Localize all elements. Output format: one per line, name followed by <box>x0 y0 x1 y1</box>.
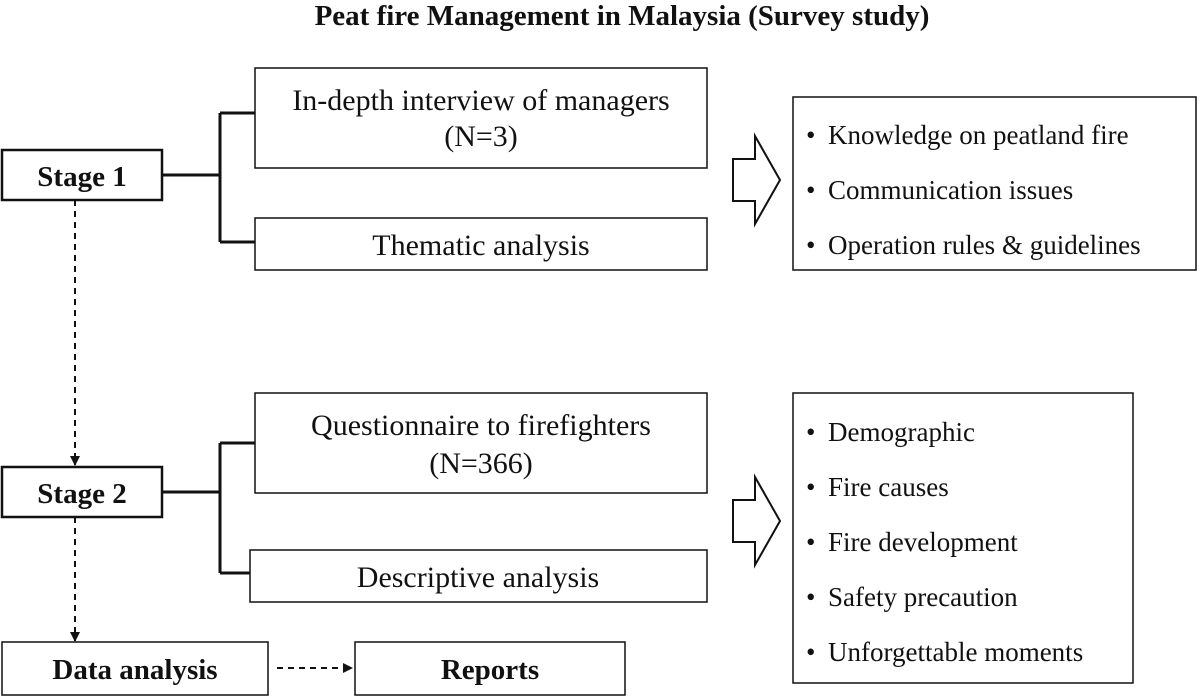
stage-2-analysis-label: Descriptive analysis <box>356 561 600 594</box>
stage-2-outcome-item: Unforgettable moments <box>828 637 1084 667</box>
reports-label: Reports <box>440 654 540 686</box>
stage-2-outcome-arrow <box>733 477 780 565</box>
stage-2-outcome-item: Fire causes <box>828 472 949 502</box>
bullet: • <box>806 472 816 502</box>
stage-2-outcome-item: Fire development <box>828 527 1018 557</box>
stage-2-method-line1: Questionnaire to firefighters <box>311 409 651 442</box>
bullet: • <box>806 527 816 557</box>
bullet: • <box>806 175 816 205</box>
stage-1-method-line2: (N=3) <box>444 120 518 153</box>
stage-1-label: Stage 1 <box>37 161 127 193</box>
stage-1-outcome-item: Communication issues <box>828 175 1074 205</box>
bullet: • <box>806 230 816 260</box>
stage-1-outcome-item: Operation rules & guidelines <box>828 230 1141 260</box>
stage-2-bracket <box>162 443 255 573</box>
data-analysis-label: Data analysis <box>52 654 218 686</box>
bullet: • <box>806 417 816 447</box>
stage-2-label: Stage 2 <box>37 478 127 510</box>
stage-2-outcome-item: Demographic <box>828 417 975 447</box>
stage-1-method-box <box>255 68 707 168</box>
stage-1-bracket <box>162 113 255 242</box>
stage-2-outcome-item: Safety precaution <box>828 582 1018 612</box>
stage-1-outcome-item: Knowledge on peatland fire <box>828 120 1129 150</box>
bullet: • <box>806 582 816 612</box>
stage-1-analysis-label: Thematic analysis <box>372 229 590 262</box>
stage-1-method-line1: In-depth interview of managers <box>292 84 670 117</box>
bullet: • <box>806 637 816 667</box>
bullet: • <box>806 120 816 150</box>
diagram-title: Peat fire Management in Malaysia (Survey study) <box>314 0 930 32</box>
stage-1-outcome-arrow <box>733 136 780 224</box>
stage-2-method-line2: (N=366) <box>429 447 533 480</box>
